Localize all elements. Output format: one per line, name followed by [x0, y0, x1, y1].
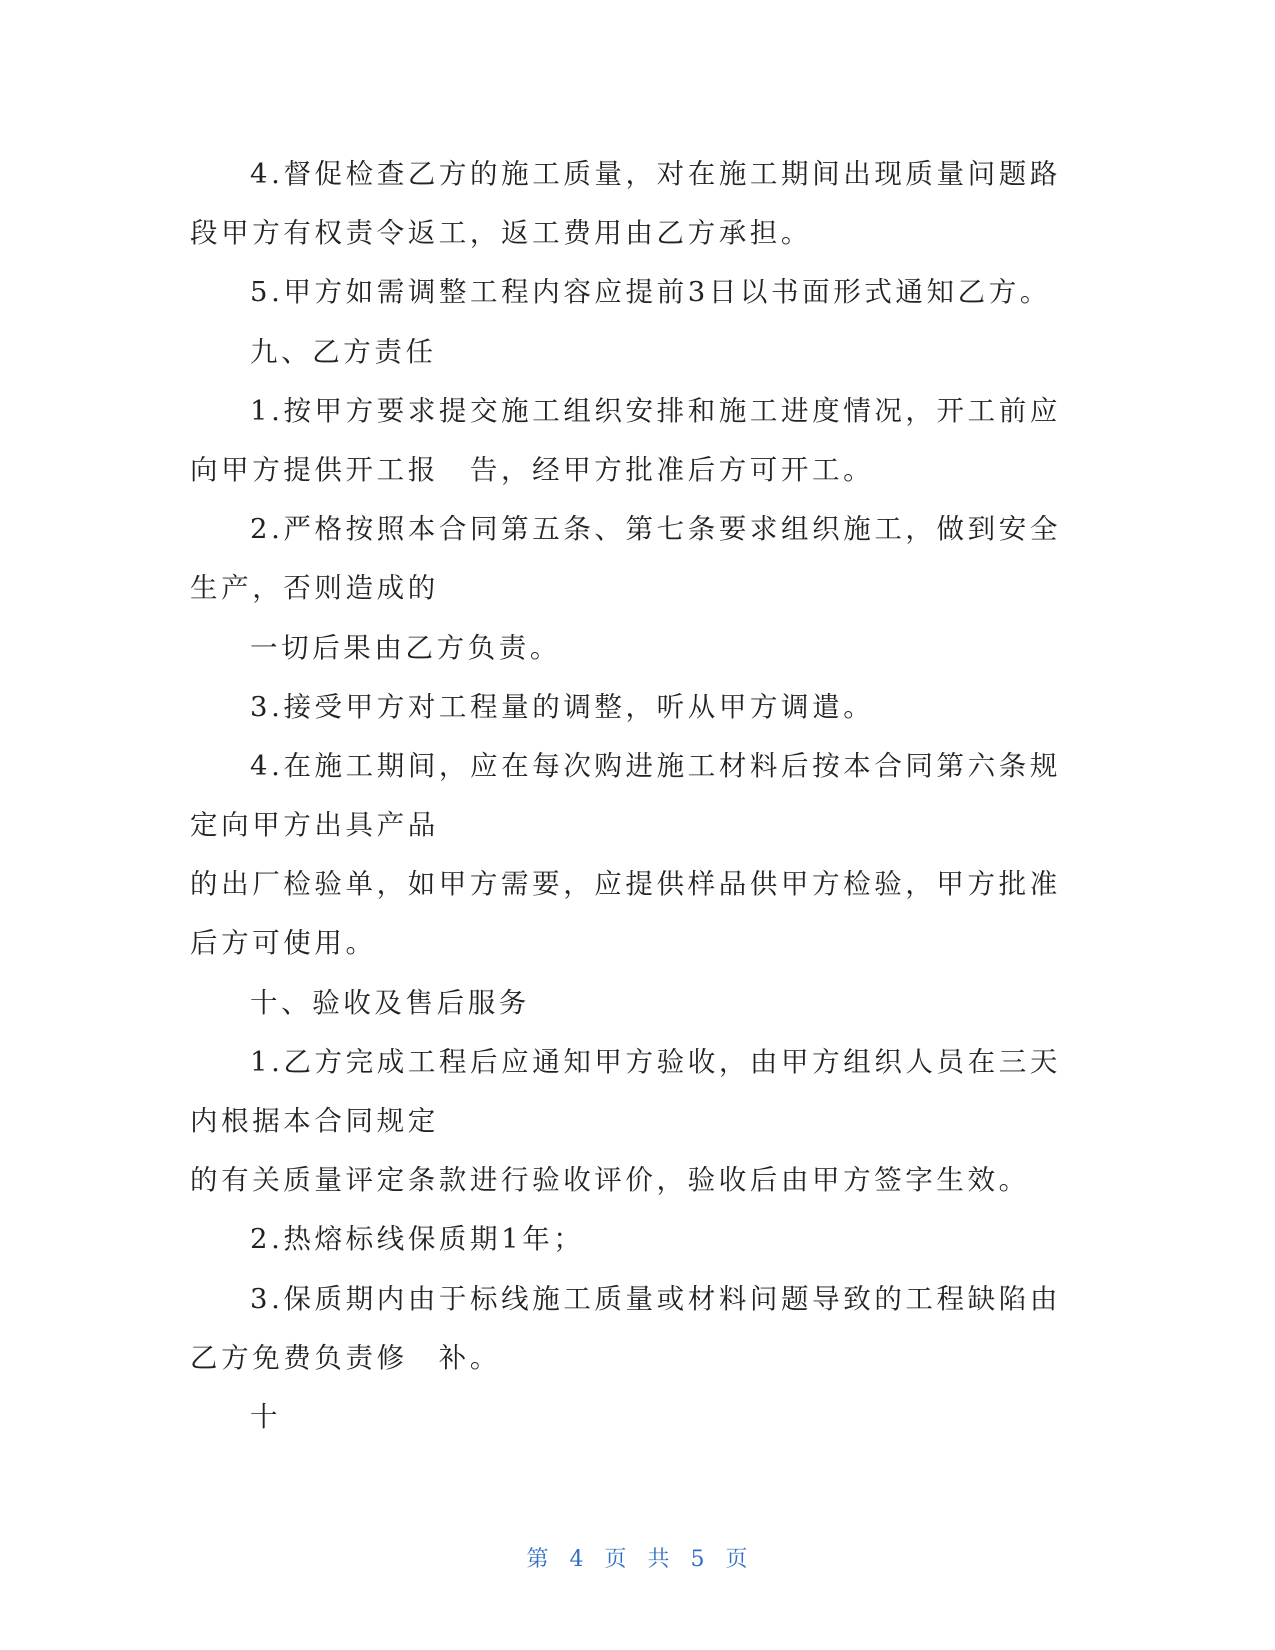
text-line: 3.保质期内由于标线施工质量或材料问题导致的工程缺陷由 [250, 1282, 1061, 1315]
text-line: 4.督促检查乙方的施工质量，对在施工期间出现质量问题路 [250, 158, 1061, 190]
text-line: 生产，否则造成的 [190, 572, 439, 605]
text-line: 2.严格按照本合同第五条、第七条要求组织施工，做到安全 [250, 513, 1061, 546]
text-line: 定向甲方出具产品 [190, 809, 439, 842]
text-line: 1.乙方完成工程后应通知甲方验收，由甲方组织人员在三天 [250, 1045, 1061, 1078]
page-footer [0, 1542, 1275, 1573]
footer-total-label: 共 [647, 1547, 671, 1572]
footer-middle: 页 [604, 1547, 628, 1572]
text-line: 1.按甲方要求提交施工组织安排和施工进度情况，开工前应 [250, 394, 1061, 427]
footer-page-number: 4 [569, 1547, 585, 1572]
text-line: 十、验收及售后服务 [250, 986, 530, 1019]
text-line: 4.在施工期间，应在每次购进施工材料后按本合同第六条规 [250, 749, 1061, 782]
text-line: 的有关质量评定条款进行验收评价，验收后由甲方签字生效。 [190, 1164, 1030, 1197]
text-line: 向甲方提供开工报 告，经甲方批准后方可开工。 [190, 453, 875, 486]
footer-prefix: 第 [526, 1547, 550, 1572]
text-line: 乙方免费负责修 补。 [190, 1341, 501, 1374]
text-line: 的出厂检验单，如甲方需要，应提供样品供甲方检验，甲方批准 [190, 868, 1061, 901]
footer-suffix: 页 [725, 1547, 749, 1572]
footer-total-pages: 5 [690, 1547, 706, 1572]
text-line: 3.接受甲方对工程量的调整，听从甲方调遣。 [250, 690, 875, 723]
text-line: 一切后果由乙方负责。 [250, 631, 561, 664]
text-line: 后方可使用。 [190, 927, 377, 960]
text-line: 5.甲方如需调整工程内容应提前3日以书面形式通知乙方。 [250, 276, 1051, 309]
text-line: 段甲方有权责令返工，返工费用由乙方承担。 [190, 217, 812, 250]
text-line: 十 [250, 1400, 282, 1433]
text-line: 内根据本合同规定 [190, 1105, 439, 1137]
text-line: 2.热熔标线保质期1年； [250, 1223, 585, 1256]
text-line: 九、乙方责任 [250, 335, 437, 368]
document-body [190, 145, 1070, 1447]
